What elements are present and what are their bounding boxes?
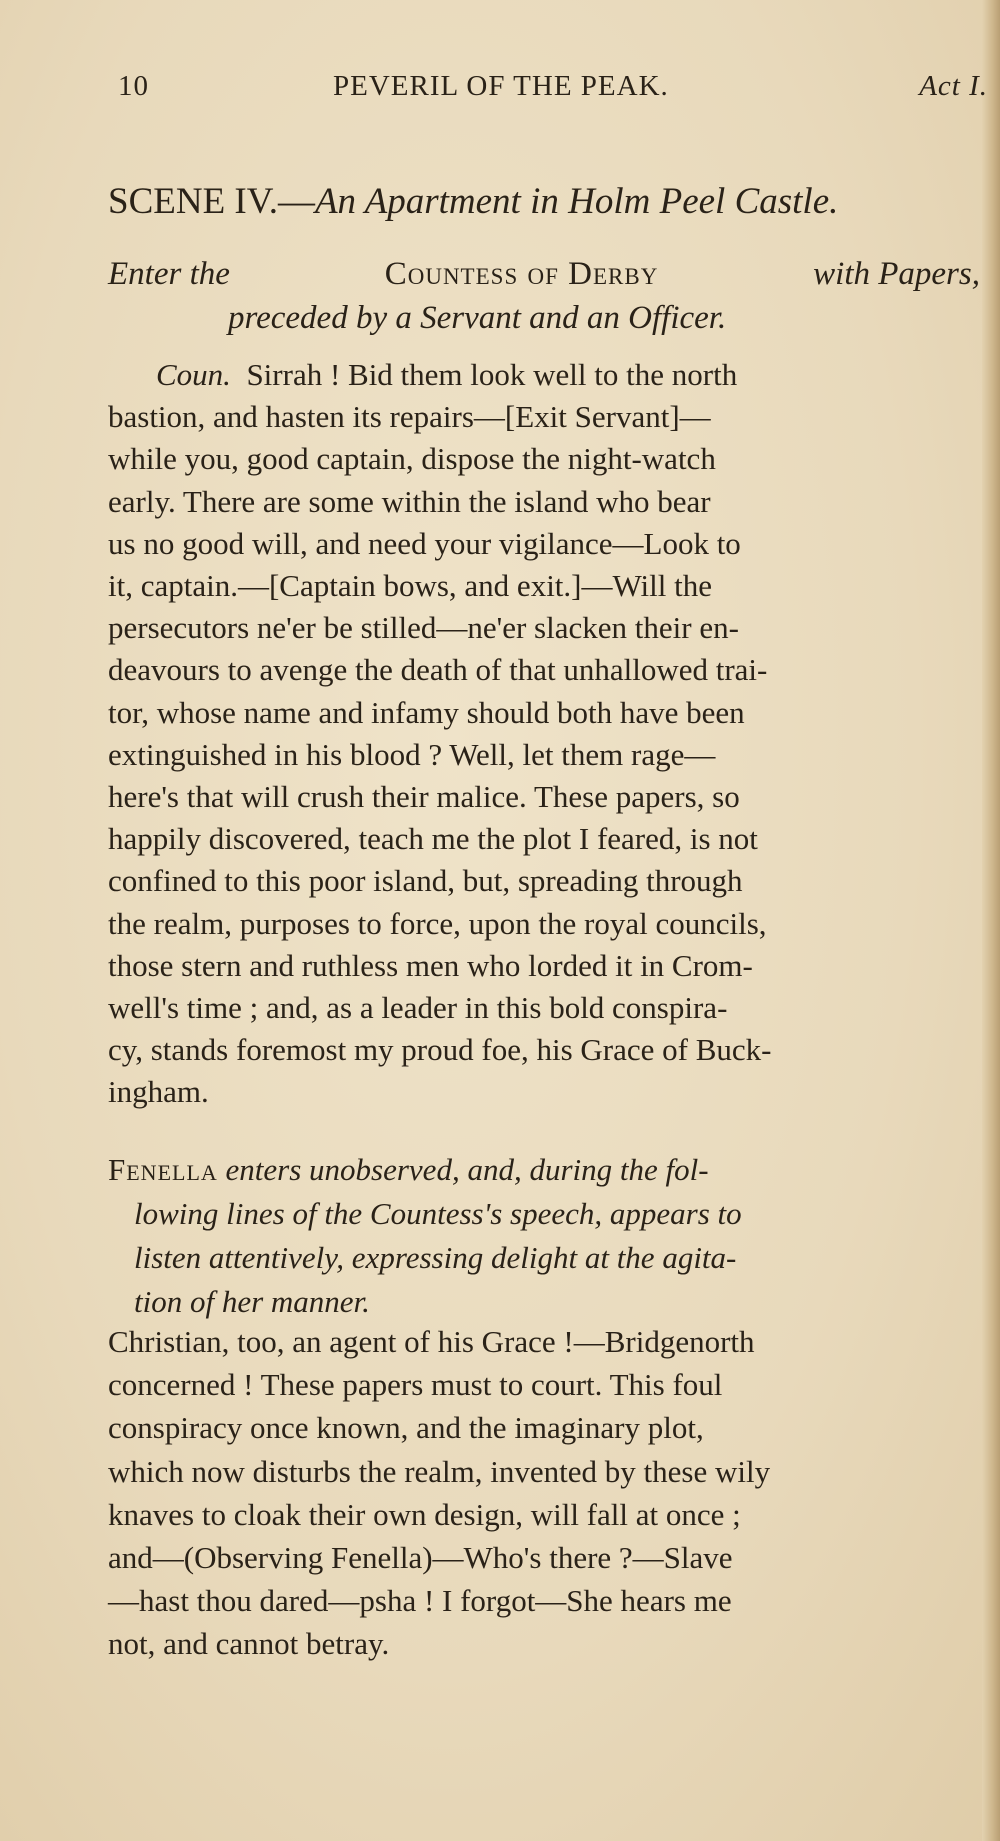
- speech-countess: [108, 354, 980, 1114]
- speech-line: Christian, too, an agent of his Grace !—Bridgenorth: [108, 1324, 755, 1359]
- direction-line: listen attentively, expressing delight at the agita-: [134, 1240, 737, 1275]
- speech-line: bastion, and hasten its repairs—[Exit Servant]—: [108, 399, 711, 435]
- speech-line: persecutors ne'er be stilled—ne'er slacken their en-: [108, 610, 739, 646]
- speaker-name: Coun.: [156, 357, 231, 392]
- speech-line: which now disturbs the realm, invented by these wily: [108, 1453, 771, 1489]
- speech-line: not, and cannot betray.: [108, 1626, 390, 1662]
- speech-line: tor, whose name and infamy should both have been: [108, 694, 745, 730]
- speech-line: early. There are some within the island who bear: [108, 483, 711, 519]
- speech-line: while you, good captain, dispose the night-watch: [108, 441, 716, 477]
- speech-line: well's time ; and, as a leader in this bold conspira-: [108, 990, 728, 1026]
- speech-line: here's that will crush their malice. These papers, so: [108, 779, 740, 815]
- speech-line: cy, stands foremost my proud foe, his Grace of Buck-: [108, 1032, 772, 1068]
- running-header: [118, 70, 988, 110]
- scene-setting: An Apartment in Holm Peel Castle.: [314, 181, 839, 222]
- character-countess: Countess of Derby: [384, 256, 659, 292]
- direction-line-2: preceded by a Servant and an Officer.: [228, 300, 727, 336]
- speech-line: those stern and ruthless men who lorded it in Crom-: [108, 947, 753, 983]
- speech-line: happily discovered, teach me the plot I feared, is not: [108, 821, 758, 857]
- stage-direction-entry: [108, 252, 980, 340]
- speech-line: —hast thou dared—psha ! I forgot—She hears me: [108, 1583, 732, 1619]
- direction-papers: with Papers,: [813, 256, 980, 292]
- speech-line: knaves to cloak their own design, will fall at once ;: [108, 1496, 741, 1532]
- direction-line: lowing lines of the Countess's speech, appears to: [134, 1196, 742, 1231]
- act-label: Act I.: [919, 70, 988, 102]
- speech-line: conspiracy once known, and the imaginary plot,: [108, 1410, 704, 1446]
- running-title: PEVERIL OF THE PEAK.: [333, 70, 669, 102]
- speech-line: us no good will, and need your vigilance—Look to: [108, 525, 741, 561]
- direction-line: Fenella enters unobserved, and, during the fol-: [108, 1152, 709, 1187]
- speech-line: the realm, purposes to force, upon the royal councils,: [108, 905, 767, 941]
- scene-number: SCENE IV.—: [108, 181, 315, 222]
- page-edge: [982, 0, 1000, 1841]
- character-fenella: Fenella: [108, 1152, 218, 1187]
- speech-line: deavours to avenge the death of that unhallowed trai-: [108, 652, 768, 688]
- page-number: 10: [118, 70, 149, 102]
- scene-heading: [108, 180, 980, 223]
- speech-line: ingham.: [108, 1074, 209, 1110]
- direction-line: tion of her manner.: [134, 1284, 370, 1319]
- speech-line: it, captain.—[Captain bows, and exit.]—Will the: [108, 568, 712, 604]
- direction-enter: Enter the: [108, 256, 230, 292]
- stage-direction-fenella: [108, 1148, 980, 1324]
- speech-line: confined to this poor island, but, spreading through: [108, 863, 743, 899]
- speech-line: extinguished in his blood ? Well, let them rage—: [108, 736, 716, 772]
- speech-line: Coun. Sirrah ! Bid them look well to the north: [156, 357, 738, 392]
- speech-line: concerned ! These papers must to court. This foul: [108, 1367, 723, 1403]
- speech-countess-continued: [108, 1320, 980, 1666]
- speech-line: and—(Observing Fenella)—Who's there ?—Slave: [108, 1540, 733, 1576]
